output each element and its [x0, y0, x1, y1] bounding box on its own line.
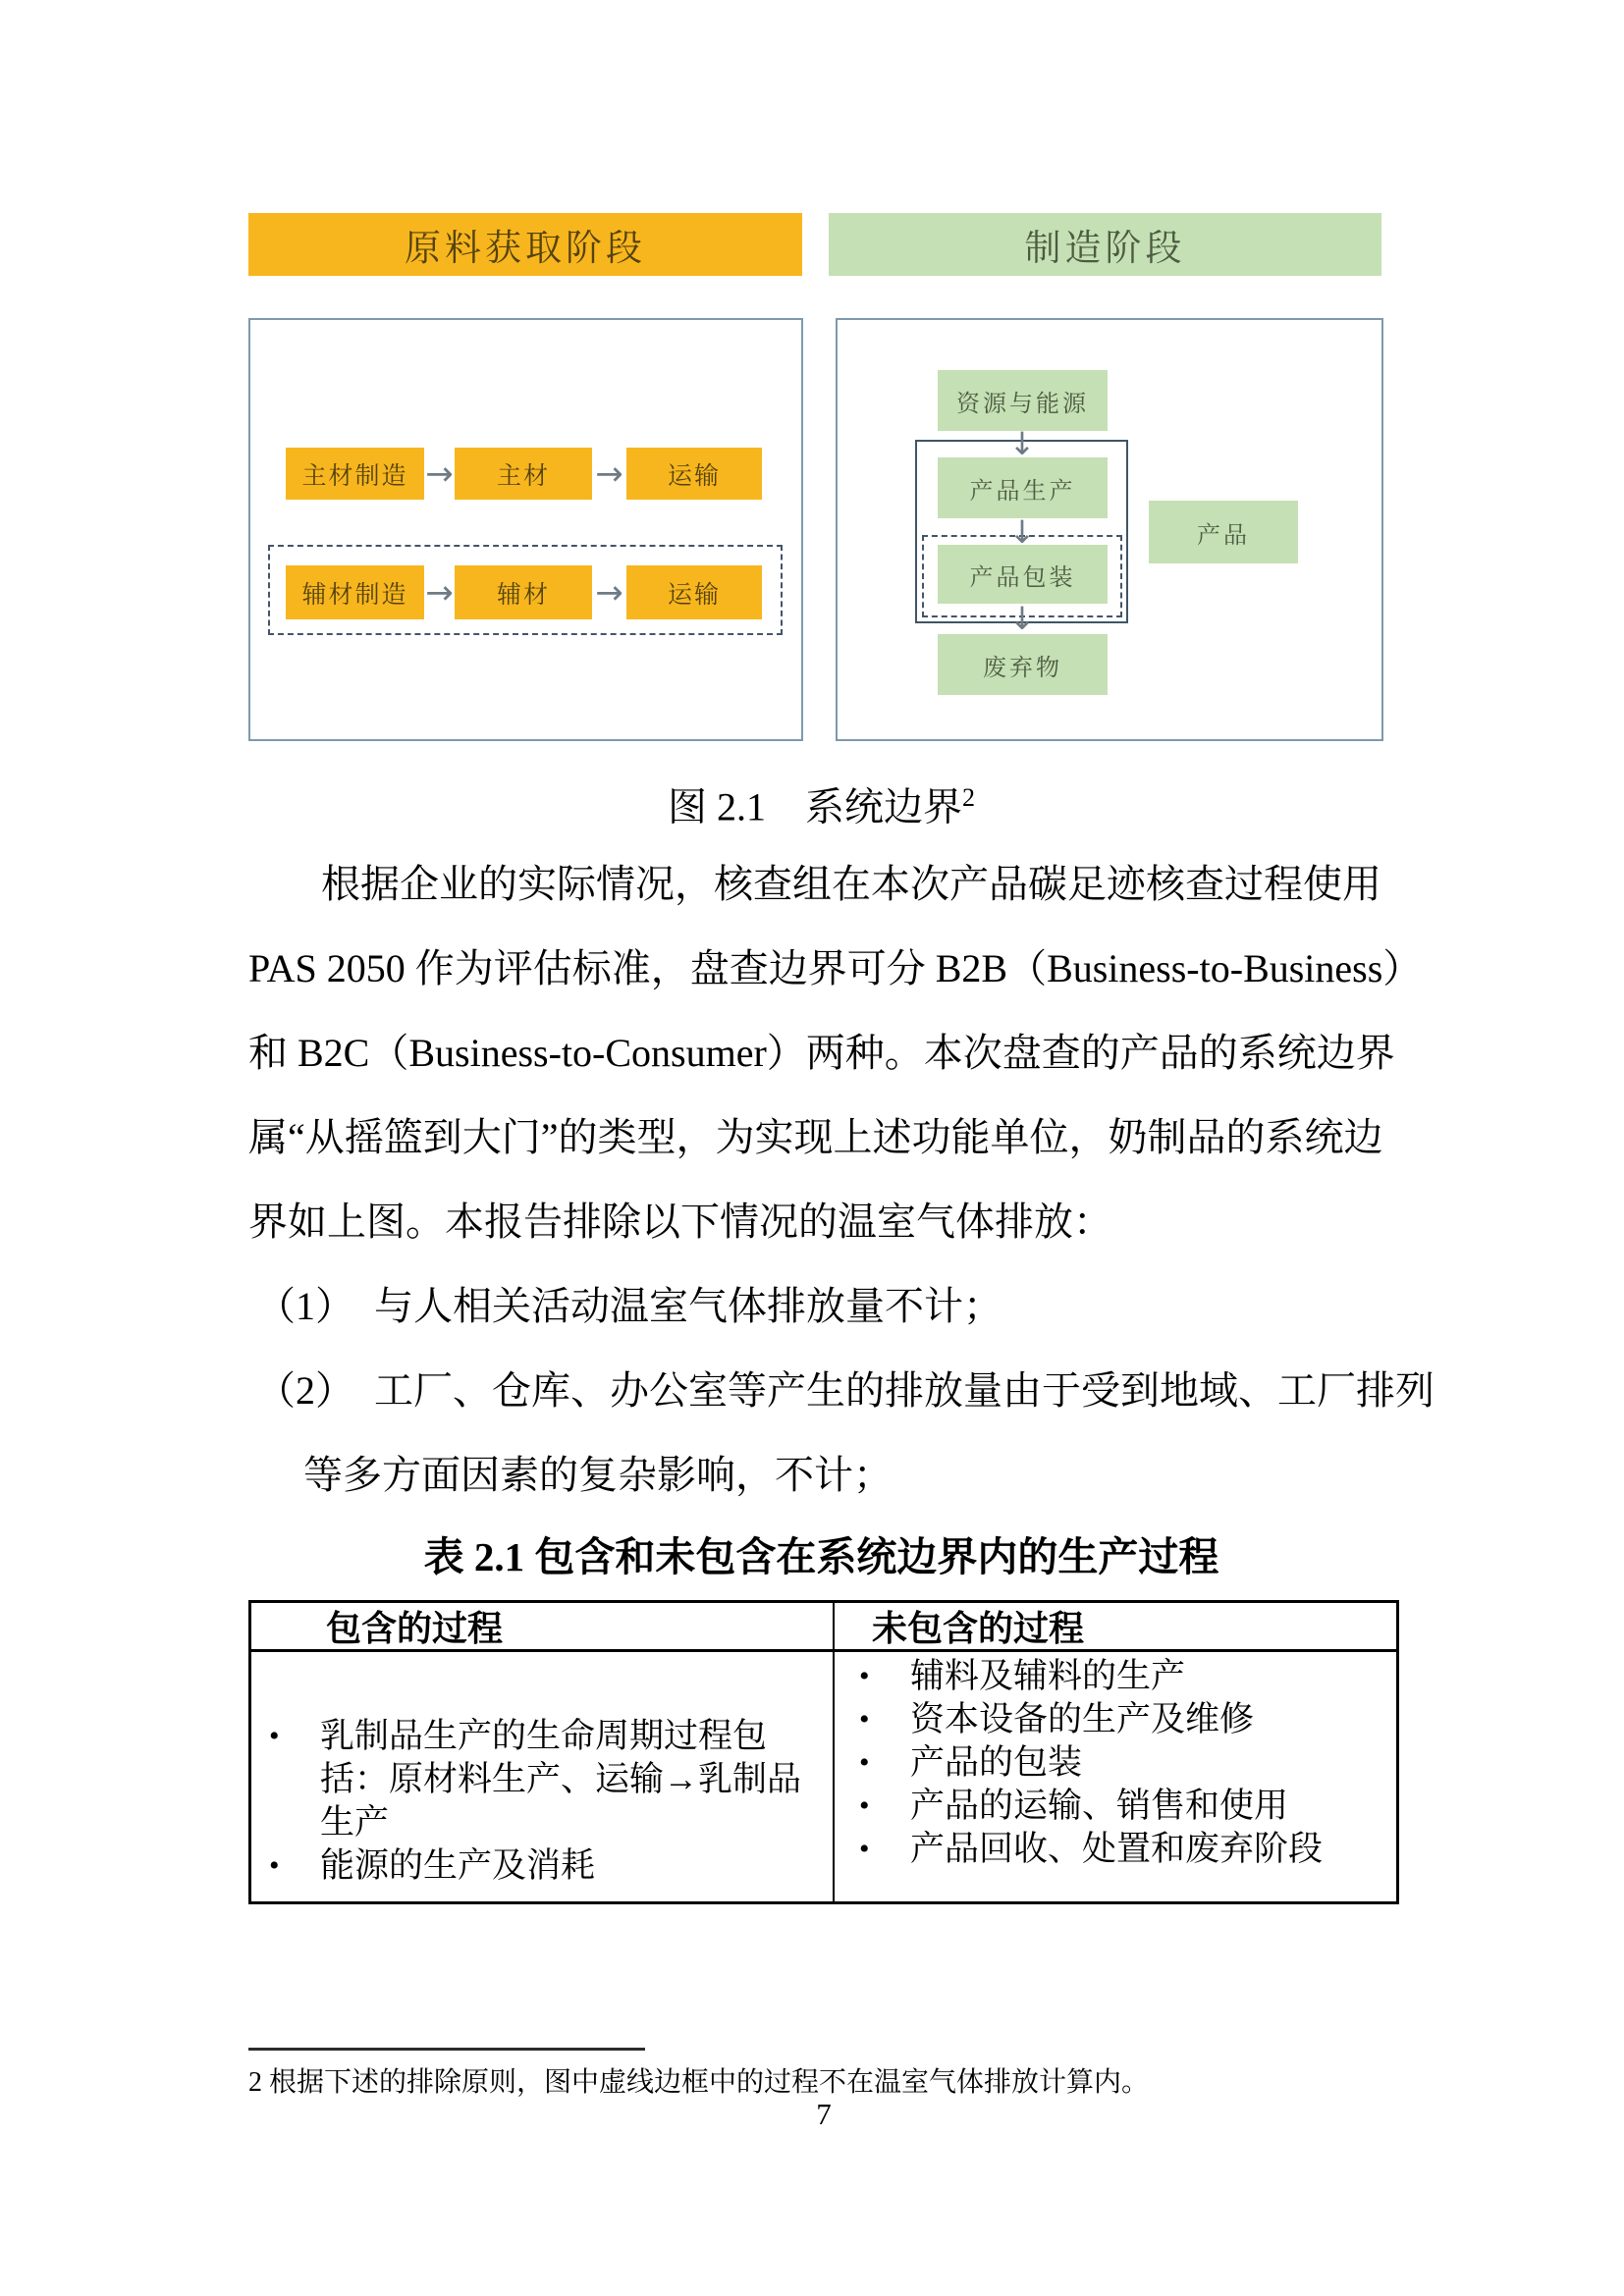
auxiliary-excluded-dashed-box — [268, 545, 783, 635]
node-main-material: 主材 — [455, 448, 592, 500]
arrow-right-icon: → — [425, 572, 454, 613]
list-item: • 资本设备的生产及维修 — [910, 1698, 1386, 1741]
arrow-right-icon: → — [425, 454, 454, 494]
node-aux-transport: 运输 — [626, 565, 762, 619]
list-item: • 辅料及辅料的生产 — [910, 1655, 1386, 1698]
body-line: 等多方面因素的复杂影响，不计； — [303, 1453, 893, 1497]
node-product-packaging: 产品包装 — [938, 545, 1108, 604]
list-item: • 产品的包装 — [910, 1741, 1386, 1785]
body-line: PAS 2050 作为评估标准，盘查边界可分 B2B（Business-to-Business） — [248, 946, 1423, 990]
table-header-row — [251, 1603, 1396, 1652]
list-item: • 能源的生产及消耗 — [320, 1844, 815, 1888]
figure-caption-footnote-ref: 2 — [962, 783, 975, 812]
included-processes-cell — [251, 1652, 835, 1901]
arrow-right-icon: → — [595, 572, 623, 613]
stage-header-raw-material-label: 原料获取阶段 — [405, 229, 646, 269]
body-line: 和 B2C（Business-to-Consumer）两种。本次盘查的产品的系统边界 — [248, 1031, 1395, 1075]
arrow-down-icon: ↓ — [1008, 513, 1036, 551]
body-line: 属“从摇篮到大门”的类型，为实现上述功能单位，奶制品的系统边 — [248, 1115, 1383, 1159]
body-line: 根据企业的实际情况，核查组在本次产品碳足迹核查过程使用 — [321, 862, 1381, 906]
node-waste: 废弃物 — [938, 634, 1108, 695]
node-product: 产品 — [1149, 501, 1298, 563]
included-processes-list — [320, 1715, 815, 1888]
figure-caption-text: 图 2.1 系统边界 — [668, 784, 962, 829]
stage-header-manufacturing — [829, 213, 1381, 276]
figure-caption — [248, 769, 1394, 828]
body-line: 界如上图。本报告排除以下情况的温室气体排放： — [248, 1200, 1112, 1244]
arrow-right-icon: → — [595, 454, 623, 494]
table-body-row — [251, 1652, 1396, 1901]
list-item: • 产品的运输、销售和使用 — [910, 1785, 1386, 1828]
node-main-material-manufacturing: 主材制造 — [286, 448, 424, 500]
node-aux-material: 辅材 — [455, 565, 592, 619]
body-paragraph — [248, 842, 1435, 1518]
footnote: 2 根据下述的排除原则，图中虚线边框中的过程不在温室气体排放计算内。 — [248, 2067, 1150, 2098]
list-item: • 产品回收、处置和废弃阶段 — [910, 1828, 1386, 1871]
raw-material-panel — [248, 318, 803, 741]
table-header-excluded: 未包含的过程 — [872, 1609, 1085, 1648]
body-line-list-item-1: （1） 与人相关活动温室气体排放量不计； — [256, 1284, 1002, 1328]
body-line-list-item-2: （2） 工厂、仓库、办公室等产生的排放量由于受到地域、工厂排列 — [256, 1368, 1435, 1413]
manufacturing-panel — [836, 318, 1383, 741]
arrow-down-icon: ↓ — [1008, 425, 1036, 462]
node-product-production: 产品生产 — [938, 457, 1108, 518]
table-title: 表 2.1 包含和未包含在系统边界内的生产过程 — [423, 1534, 1219, 1579]
footnote-divider — [248, 2048, 645, 2051]
stage-header-manufacturing-label: 制造阶段 — [1024, 229, 1186, 269]
process-table — [248, 1600, 1399, 1904]
list-item: • 乳制品生产的生命周期过程包括：原材料生产、运输→乳制品生产 — [320, 1715, 815, 1844]
excluded-processes-cell — [835, 1652, 1396, 1901]
page-number: 7 — [816, 2097, 832, 2131]
node-main-transport: 运输 — [626, 448, 762, 500]
node-resources-energy: 资源与能源 — [938, 370, 1108, 431]
stage-header-raw-material — [248, 213, 802, 276]
node-aux-material-manufacturing: 辅材制造 — [286, 565, 424, 619]
table-header-included: 包含的过程 — [251, 1603, 835, 1649]
arrow-down-icon: ↓ — [1008, 600, 1036, 637]
excluded-processes-list — [910, 1655, 1386, 1871]
